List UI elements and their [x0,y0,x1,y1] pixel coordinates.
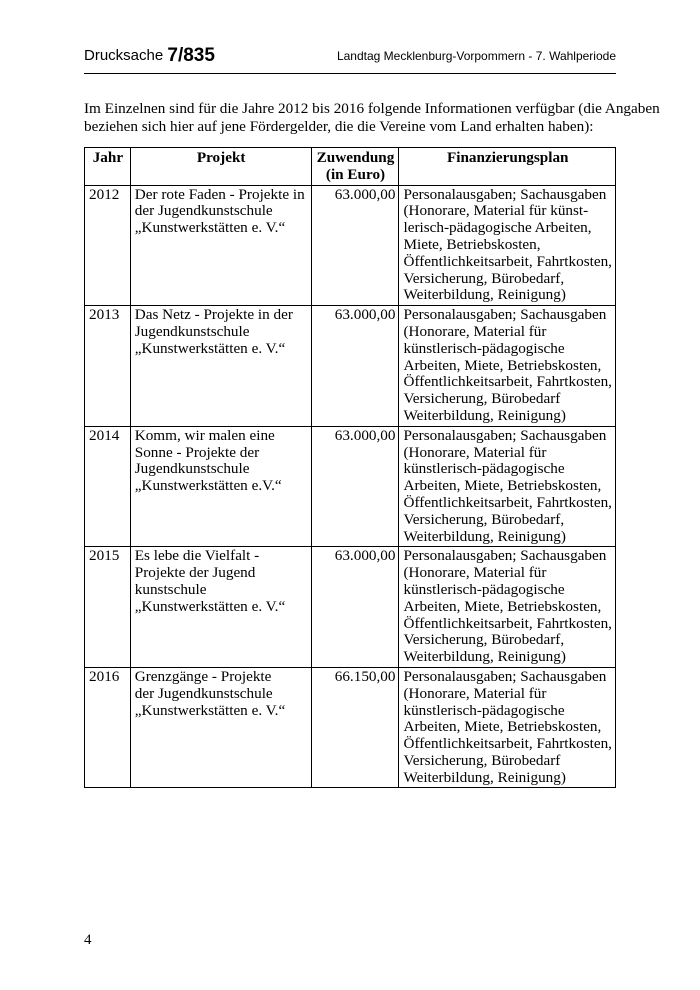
plan-line: künstlerisch-pädagogische [403,460,565,478]
plan-line: künstlerisch-pädagogische [403,580,565,598]
projekt-line: Grenzgänge - Projekte [134,667,272,685]
table-row [85,667,616,788]
plan-line: Weiterbildung, Reinigung) [403,406,566,424]
projekt-line: der Jugendkunstschule [134,202,273,220]
cell-zuwendung: 63.000,00 [311,547,399,668]
plan-line: künstlerisch-pädagogische [403,339,565,357]
cell-jahr: 2015 [85,547,131,668]
table-row [85,306,616,427]
zuwendung-header-line: Zuwendung [316,149,395,166]
cell-jahr: 2012 [85,185,131,306]
projekt-line: Projekte der Jugend [134,564,256,582]
plan-line: Öffentlichkeitsarbeit, Fahrtkosten, [403,735,612,753]
cell-finanzierungsplan [399,426,616,547]
cell-finanzierungsplan [399,185,616,306]
plan-line: Arbeiten, Miete, Betriebskosten, [403,356,602,374]
document-label: Drucksache [84,47,164,64]
plan-line: Versicherung, Bürobedarf [403,390,561,408]
table-row [85,185,616,306]
page-number: 4 [84,932,92,948]
intro-line: beziehen sich hier auf jene Fördergelder, die die Vereine vom Land erhalten haben): [84,118,594,135]
plan-line: Personalausgaben; Sachausgaben [403,185,607,203]
cell-projekt [130,426,311,547]
intro-paragraph [84,100,660,136]
header-divider [84,73,616,74]
table-row [85,547,616,668]
plan-line: Öffentlichkeitsarbeit, Fahrtkosten, [403,373,612,391]
cell-jahr: 2016 [85,667,131,788]
plan-line: Personalausgaben; Sachausgaben [403,426,607,444]
plan-line: Arbeiten, Miete, Betriebskosten, [403,477,602,495]
cell-projekt [130,185,311,306]
projekt-line: „Kunstwerkstätten e. V.“ [134,219,286,237]
cell-zuwendung: 66.150,00 [311,667,399,788]
projekt-line: Das Netz - Projekte in der [134,306,293,324]
plan-line: Weiterbildung, Reinigung) [403,527,566,545]
projekt-line: „Kunstwerkstätten e. V.“ [134,701,286,719]
projekt-line: der Jugendkunstschule [134,684,273,702]
cell-zuwendung: 63.000,00 [311,185,399,306]
cell-projekt [130,547,311,668]
plan-line: Versicherung, Bürobedarf [403,751,561,769]
plan-line: Weiterbildung, Reinigung) [403,768,566,786]
cell-zuwendung: 63.000,00 [311,306,399,427]
plan-line: Personalausgaben; Sachausgaben [403,306,607,324]
plan-line: Versicherung, Bürobedarf, [403,269,565,287]
projekt-line: Jugendkunstschule [134,322,250,340]
plan-line: Personalausgaben; Sachausgaben [403,667,607,685]
plan-line: (Honorare, Material für [403,684,547,702]
plan-line: Versicherung, Bürobedarf, [403,631,565,649]
projekt-line: Jugendkunstschule [134,460,250,478]
plan-line: Öffentlichkeitsarbeit, Fahrtkosten, [403,252,612,270]
plan-line: Weiterbildung, Reinigung) [403,648,566,666]
projekt-line: kunstschule [134,580,207,598]
table-row [85,426,616,547]
intro-line: Im Einzelnen sind für die Jahre 2012 bis 2016 folgende Informationen verfügbar (die Angaben [84,100,660,117]
document-reference [84,44,215,66]
plan-line: Versicherung, Bürobedarf, [403,510,565,528]
plan-line: (Honorare, Material für [403,322,547,340]
plan-line: Öffentlichkeitsarbeit, Fahrtkosten, [403,493,612,511]
projekt-line: Sonne - Projekte der [134,443,260,461]
plan-line: Weiterbildung, Reinigung) [403,286,566,304]
table-header-row [85,148,616,186]
plan-line: (Honorare, Material für künst- [403,202,589,220]
projekt-line: „Kunstwerkstätten e. V.“ [134,597,286,615]
institution-label: Landtag Mecklenburg-Vorpommern - 7. Wahlperiode [336,49,616,63]
cell-finanzierungsplan [399,547,616,668]
cell-projekt [130,306,311,427]
column-header-jahr: Jahr [85,148,131,186]
plan-line: künstlerisch-pädagogische [403,701,565,719]
plan-line: Personalausgaben; Sachausgaben [403,547,607,565]
cell-zuwendung: 63.000,00 [311,426,399,547]
table-body [85,185,616,788]
page-header [84,38,616,68]
column-header-zuwendung [311,148,399,186]
projekt-line: „Kunstwerkstätten e. V.“ [134,339,286,357]
funding-table [84,147,616,788]
column-header-finanzierungsplan: Finanzierungsplan [399,148,616,186]
column-header-projekt: Projekt [130,148,311,186]
zuwendung-header-line: (in Euro) [325,165,386,183]
document-number: 7/835 [167,45,215,66]
plan-line: Arbeiten, Miete, Betriebskosten, [403,718,602,736]
projekt-line: Es lebe die Vielfalt - [134,547,260,565]
cell-jahr: 2013 [85,306,131,427]
projekt-line: Der rote Faden - Projekte in [134,185,305,203]
plan-line: (Honorare, Material für [403,443,547,461]
plan-line: Arbeiten, Miete, Betriebskosten, [403,597,602,615]
plan-line: (Honorare, Material für [403,564,547,582]
projekt-line: Komm, wir malen eine [134,426,275,444]
plan-line: Öffentlichkeitsarbeit, Fahrtkosten, [403,614,612,632]
plan-line: lerisch-pädagogische Arbeiten, [403,219,592,237]
cell-jahr: 2014 [85,426,131,547]
projekt-line: „Kunstwerkstätten e.V.“ [134,477,282,495]
cell-finanzierungsplan [399,667,616,788]
cell-projekt [130,667,311,788]
plan-line: Miete, Betriebskosten, [403,235,541,253]
cell-finanzierungsplan [399,306,616,427]
